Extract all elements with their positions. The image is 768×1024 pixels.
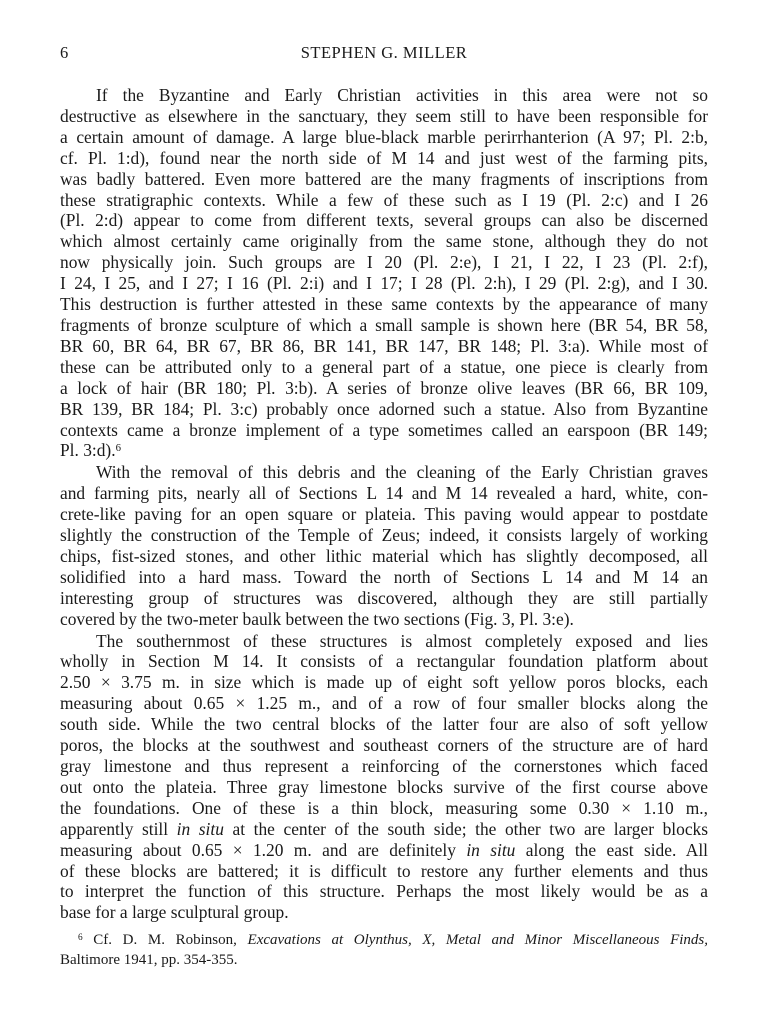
text-line: fragments of bronze sculpture of which a small sample is shown here (BR 54, BR 58,: [60, 314, 708, 335]
text-line: these can be attributed only to a general part of a statue, one piece is clearly from: [60, 356, 708, 377]
text-line: out onto the plateia. Three gray limestone blocks survive of the first course above: [60, 776, 708, 797]
text-fragment: at the center of the south side; the other two are larger blocks: [223, 818, 709, 839]
text-line: I 24, I 25, and I 27; I 16 (Pl. 2:i) and I 17; I 28 (Pl. 2:h), I 29 (Pl. 2:g), and I 30.: [60, 273, 708, 294]
italic-term: in situ: [176, 818, 224, 839]
text-line: contexts came a bronze implement of a type sometimes called an earspoon (BR 149;: [60, 419, 708, 440]
page-number: 6: [60, 43, 69, 62]
text-fragment: measuring about 0.65 × 1.20 m. and are definitely: [60, 839, 467, 860]
text-line: these stratigraphic contexts. While a few of these such as I 19 (Pl. 2:c) and I 26: [60, 189, 708, 210]
text-line: covered by the two-meter baulk between the two sections (Fig. 3, Pl. 3:e).: [60, 608, 574, 629]
footnote-reference[interactable]: 6: [115, 442, 121, 455]
text-line: chips, fist-sized stones, and other lithic material which has slightly decomposed, all: [60, 545, 708, 566]
italic-term: in situ: [466, 839, 516, 860]
text-line: of these blocks are battered; it is difficult to restore any further elements and thus: [60, 860, 708, 881]
text-line: This destruction is further attested in these same contexts by the appearance of many: [60, 294, 708, 315]
text-line: gray limestone and thus represent a reinforcing of the cornerstones which faced: [60, 756, 708, 776]
text-line: the foundations. One of these is a thin block, measuring some 0.30 × 1.10 m.,: [60, 797, 708, 818]
text-line: crete-like paving for an open square or plateia. This paving would appear to postdate: [60, 504, 708, 525]
text-line: BR 60, BR 64, BR 67, BR 86, BR 141, BR 147, BR 148; Pl. 3:a). While most of: [60, 335, 708, 356]
text-fragment: Pl. 3:d).: [60, 440, 116, 461]
text-line: to interpret the function of this structure. Perhaps the most likely would be as a: [60, 881, 708, 902]
text-line: destructive as elsewhere in the sanctuary, they seem still to have been responsible for: [60, 105, 708, 126]
page-header: [60, 43, 708, 67]
text-line: poros, the blocks at the southwest and southeast corners of the structure are of hard: [60, 735, 708, 756]
text-line: wholly in Section M 14. It consists of a rectangular foundation platform about: [60, 651, 708, 672]
text-line: measuring about 0.65 × 1.25 m., and of a row of four smaller blocks along the: [60, 693, 708, 714]
text-line: If the Byzantine and Early Christian activities in this area were not so: [96, 85, 708, 105]
text-line: [60, 440, 708, 461]
text-line: BR 139, BR 184; Pl. 3:c) probably once adorned such a statue. Also from Byzantine: [60, 398, 708, 419]
paragraph-1: [60, 85, 708, 461]
text-line: The southernmost of these structures is almost completely exposed and lies: [96, 630, 708, 651]
text-line: south side. While the two central blocks of the latter four are also of soft yellow: [60, 714, 708, 735]
footnote-line: Baltimore 1941, pp. 354-355.: [60, 952, 238, 968]
text-line: a certain amount of damage. A large blue-black marble perirrhanterion (A 97; Pl. 2:b,: [60, 126, 708, 147]
text-fragment: along the east side. All: [515, 839, 708, 860]
text-line: and farming pits, nearly all of Sections L 14 and M 14 revealed a hard, white, con-: [60, 483, 708, 504]
text-line: which almost certainly came originally from the same stone, although they do not: [60, 231, 708, 252]
text-line: base for a large sculptural group.: [60, 902, 289, 923]
footnote: [60, 930, 708, 970]
text-fragment: apparently still: [60, 818, 177, 839]
text-fragment: Cf. D. M. Robinson,: [82, 932, 248, 948]
text-line: [60, 819, 708, 840]
text-line: slightly the construction of the Temple of Zeus; indeed, it consists largely of working: [60, 525, 708, 546]
text-line: a lock of hair (BR 180; Pl. 3:b). A series of bronze olive leaves (BR 66, BR 109,: [60, 377, 708, 398]
text-line: [60, 840, 708, 861]
running-head: STEPHEN G. MILLER: [300, 43, 468, 62]
text-line: With the removal of this debris and the cleaning of the Early Christian graves: [96, 462, 708, 483]
text-line: interesting group of structures was discovered, although they are still partially: [60, 587, 708, 608]
text-line: cf. Pl. 1:d), found near the north side of M 14 and just west of the farming pits,: [60, 147, 708, 168]
text-line: was badly battered. Even more battered are the many fragments of inscriptions from: [60, 168, 708, 189]
citation-title: Excavations at Olynthus, X, Metal and Minor Miscellaneous Finds,: [247, 932, 708, 948]
paragraph-2: [60, 462, 708, 629]
text-line: 2.50 × 3.75 m. in size which is made up of eight soft yellow poros blocks, each: [60, 672, 708, 693]
text-line: (Pl. 2:d) appear to come from different texts, several groups can also be discerned: [60, 210, 708, 231]
footnote-marker: 6: [78, 932, 83, 943]
text-line: now physically join. Such groups are I 20 (Pl. 2:e), I 21, I 22, I 23 (Pl. 2:f),: [60, 252, 708, 273]
body-text: [60, 85, 708, 923]
paragraph-3: [60, 631, 708, 924]
footnote-line: [60, 930, 708, 950]
text-line: solidified into a hard mass. Toward the north of Sections L 14 and M 14 an: [60, 566, 708, 587]
